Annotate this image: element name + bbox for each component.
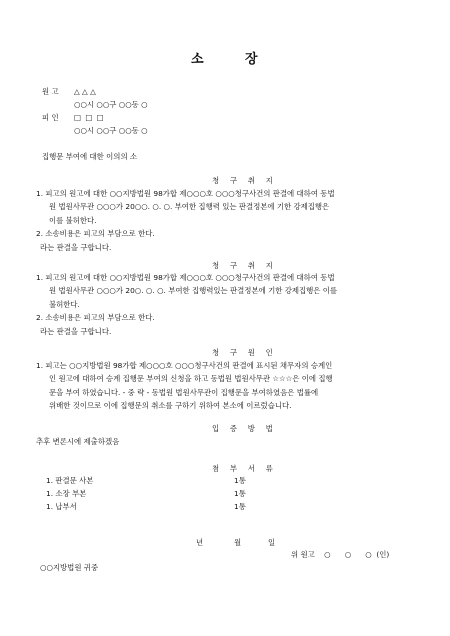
defendant-name: □ □ □ (74, 113, 105, 122)
section2-body (36, 271, 337, 338)
section2-line: 2. 소송비용은 피고의 부담으로 한다. (36, 313, 155, 323)
date-month-label: 월 (234, 538, 242, 547)
attachment-count: 1통 (234, 502, 246, 511)
plaintiff-label: 원 고 (42, 87, 59, 96)
title-char-1: 소 (191, 52, 204, 67)
section1-line: 1. 피고의 원고에 대한 ○○지방법원 98가합 제○○○호 ○○○청구사건의 판결에 대하여 동법 (36, 189, 335, 198)
attachment-name: 1. 판결문 사본 (46, 476, 94, 485)
section2-line: 불허한다. (49, 299, 80, 309)
defendant-address: ○○시 ○○구 ○○동 ○ (74, 126, 148, 135)
section1-line: 이를 불허한다. (49, 215, 97, 225)
attachment-count: 1통 (234, 476, 246, 485)
attachment-name: 1. 소장 부본 (46, 489, 87, 498)
defendant-label: 피 인 (42, 113, 59, 122)
evidence-text: 추후 변론시에 제출하겠음 (36, 437, 120, 446)
section1-line: 원 법원사무관 ○○○가 20○○. ○. ○. 부여한 집행력 있는 판결정본에 기한 강제집행은 (49, 202, 330, 212)
court-name: ○○지방법원 귀중 (40, 563, 99, 572)
section1-body (36, 187, 335, 254)
case-name: 집행문 부여에 대한 이의의 소 (42, 152, 138, 161)
section2-line: 1. 피고의 원고에 대한 ○○지방법원 98가합 제○○○호 ○○○청구사건의 판결에 대하여 동법 (36, 273, 335, 282)
date-year-label: 년 (196, 538, 204, 547)
plaintiff-name: △ △ △ (74, 87, 96, 96)
section1-line: 라는 판결을 구합니다. (40, 242, 112, 252)
section2-line: 라는 판결을 구합니다. (40, 326, 112, 336)
title-char-2: 장 (245, 52, 258, 67)
plaintiff-address: ○○시 ○○구 ○○동 ○ (74, 100, 148, 109)
section3-body (36, 359, 333, 413)
signature-line: 위 원고 ○ ○ ○ (인) (291, 550, 390, 559)
section1-line: 2. 소송비용은 피고의 부담으로 한다. (36, 229, 155, 239)
attachments-heading: 첨 부 서 류 (212, 464, 278, 473)
section3-heading: 청 구 원 인 (212, 348, 278, 357)
date-day-label: 일 (268, 538, 276, 547)
section3-line: 위배한 것이므로 이에 집행문의 취소를 구하기 위하여 본소에 이르렀습니다. (49, 401, 292, 411)
attachment-name: 1. 납부서 (46, 502, 77, 511)
evidence-heading: 입 증 방 법 (212, 424, 278, 433)
section2-line: 원 법원사무관 ○○○가 20○. ○. ○. 부여한 집행력있는 판결정본에 기한 강제집행은 이를 (49, 286, 338, 296)
section3-line: 문을 부여 하였습니다. - 중 략 - 동법원 법원사무관이 집행문을 부여하였음은 법률에 (49, 387, 319, 397)
section1-heading: 청 구 취 지 (212, 176, 278, 185)
section2-heading: 청 구 취 지 (212, 261, 278, 270)
section3-line: 1. 피고는 ○○지방법원 98가합 제○○○호 ○○○청구사건의 판결에 표시된 채무자의 승계인 (36, 361, 333, 370)
section3-line: 인 원고에 대하여 승계 집행문 부여의 신청을 하고 동법원 법원사무관 ☆☆☆은 이에 집행 (49, 374, 333, 384)
attachment-count: 1통 (234, 489, 246, 498)
